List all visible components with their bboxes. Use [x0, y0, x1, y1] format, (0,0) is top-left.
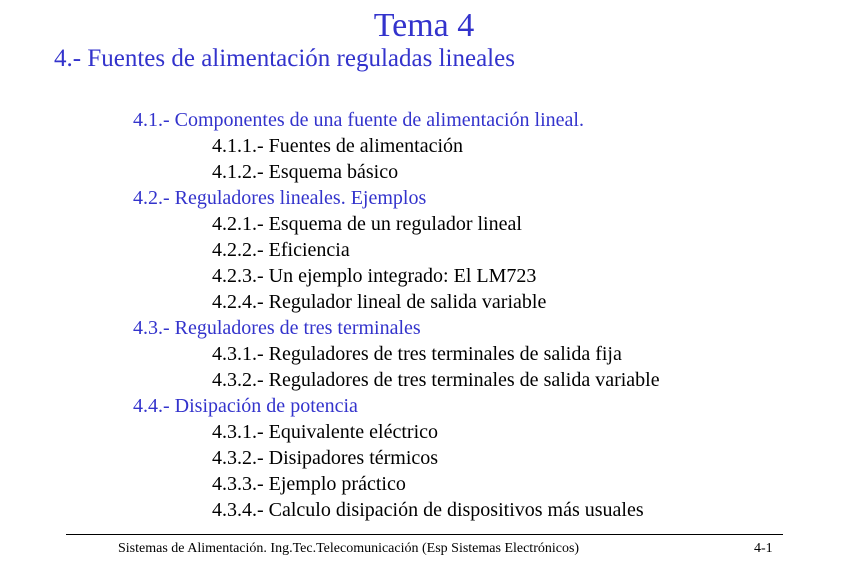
footer-course-text: Sistemas de Alimentación. Ing.Tec.Telecomunicación (Esp Sistemas Electrónicos)	[118, 541, 580, 556]
subsection-item: 4.2.2.- Eficiencia	[212, 239, 350, 261]
subsection-item: 4.3.1.- Equivalente eléctrico	[212, 421, 439, 443]
tema-title: Tema 4	[373, 7, 475, 44]
subsection-item: 4.2.4.- Regulador lineal de salida variable	[212, 291, 547, 313]
subsection-item: 4.1.1.- Fuentes de alimentación	[212, 135, 464, 157]
section-heading: 4.2.- Reguladores lineales. Ejemplos	[133, 187, 427, 209]
subsection-item: 4.2.1.- Esquema de un regulador lineal	[212, 213, 522, 235]
subsection-item: 4.3.1.- Reguladores de tres terminales de salida fija	[212, 343, 622, 365]
subsection-item: 4.3.3.- Ejemplo práctico	[212, 473, 406, 495]
table-of-contents	[0, 107, 848, 523]
subsection-item: 4.3.4.- Calculo disipación de dispositivos más usuales	[212, 499, 644, 521]
toc-section-4-3	[0, 315, 848, 393]
toc-section-4-2	[0, 185, 848, 315]
toc-section-4-1	[0, 107, 848, 185]
section-heading: 4.4.- Disipación de potencia	[133, 395, 358, 417]
footer-divider	[66, 534, 783, 535]
chapter-title: 4.- Fuentes de alimentación reguladas lineales	[54, 45, 515, 72]
subsection-item: 4.3.2.- Disipadores térmicos	[212, 447, 439, 469]
section-heading: 4.3.- Reguladores de tres terminales	[133, 317, 421, 339]
toc-section-4-4	[0, 393, 848, 523]
section-heading: 4.1.- Componentes de una fuente de alimentación lineal.	[133, 109, 584, 131]
subsection-item: 4.2.3.- Un ejemplo integrado: El LM723	[212, 265, 537, 287]
subsection-item: 4.1.2.- Esquema básico	[212, 161, 399, 183]
footer-page-number: 4-1	[754, 541, 773, 556]
subsection-item: 4.3.2.- Reguladores de tres terminales de salida variable	[212, 369, 660, 391]
